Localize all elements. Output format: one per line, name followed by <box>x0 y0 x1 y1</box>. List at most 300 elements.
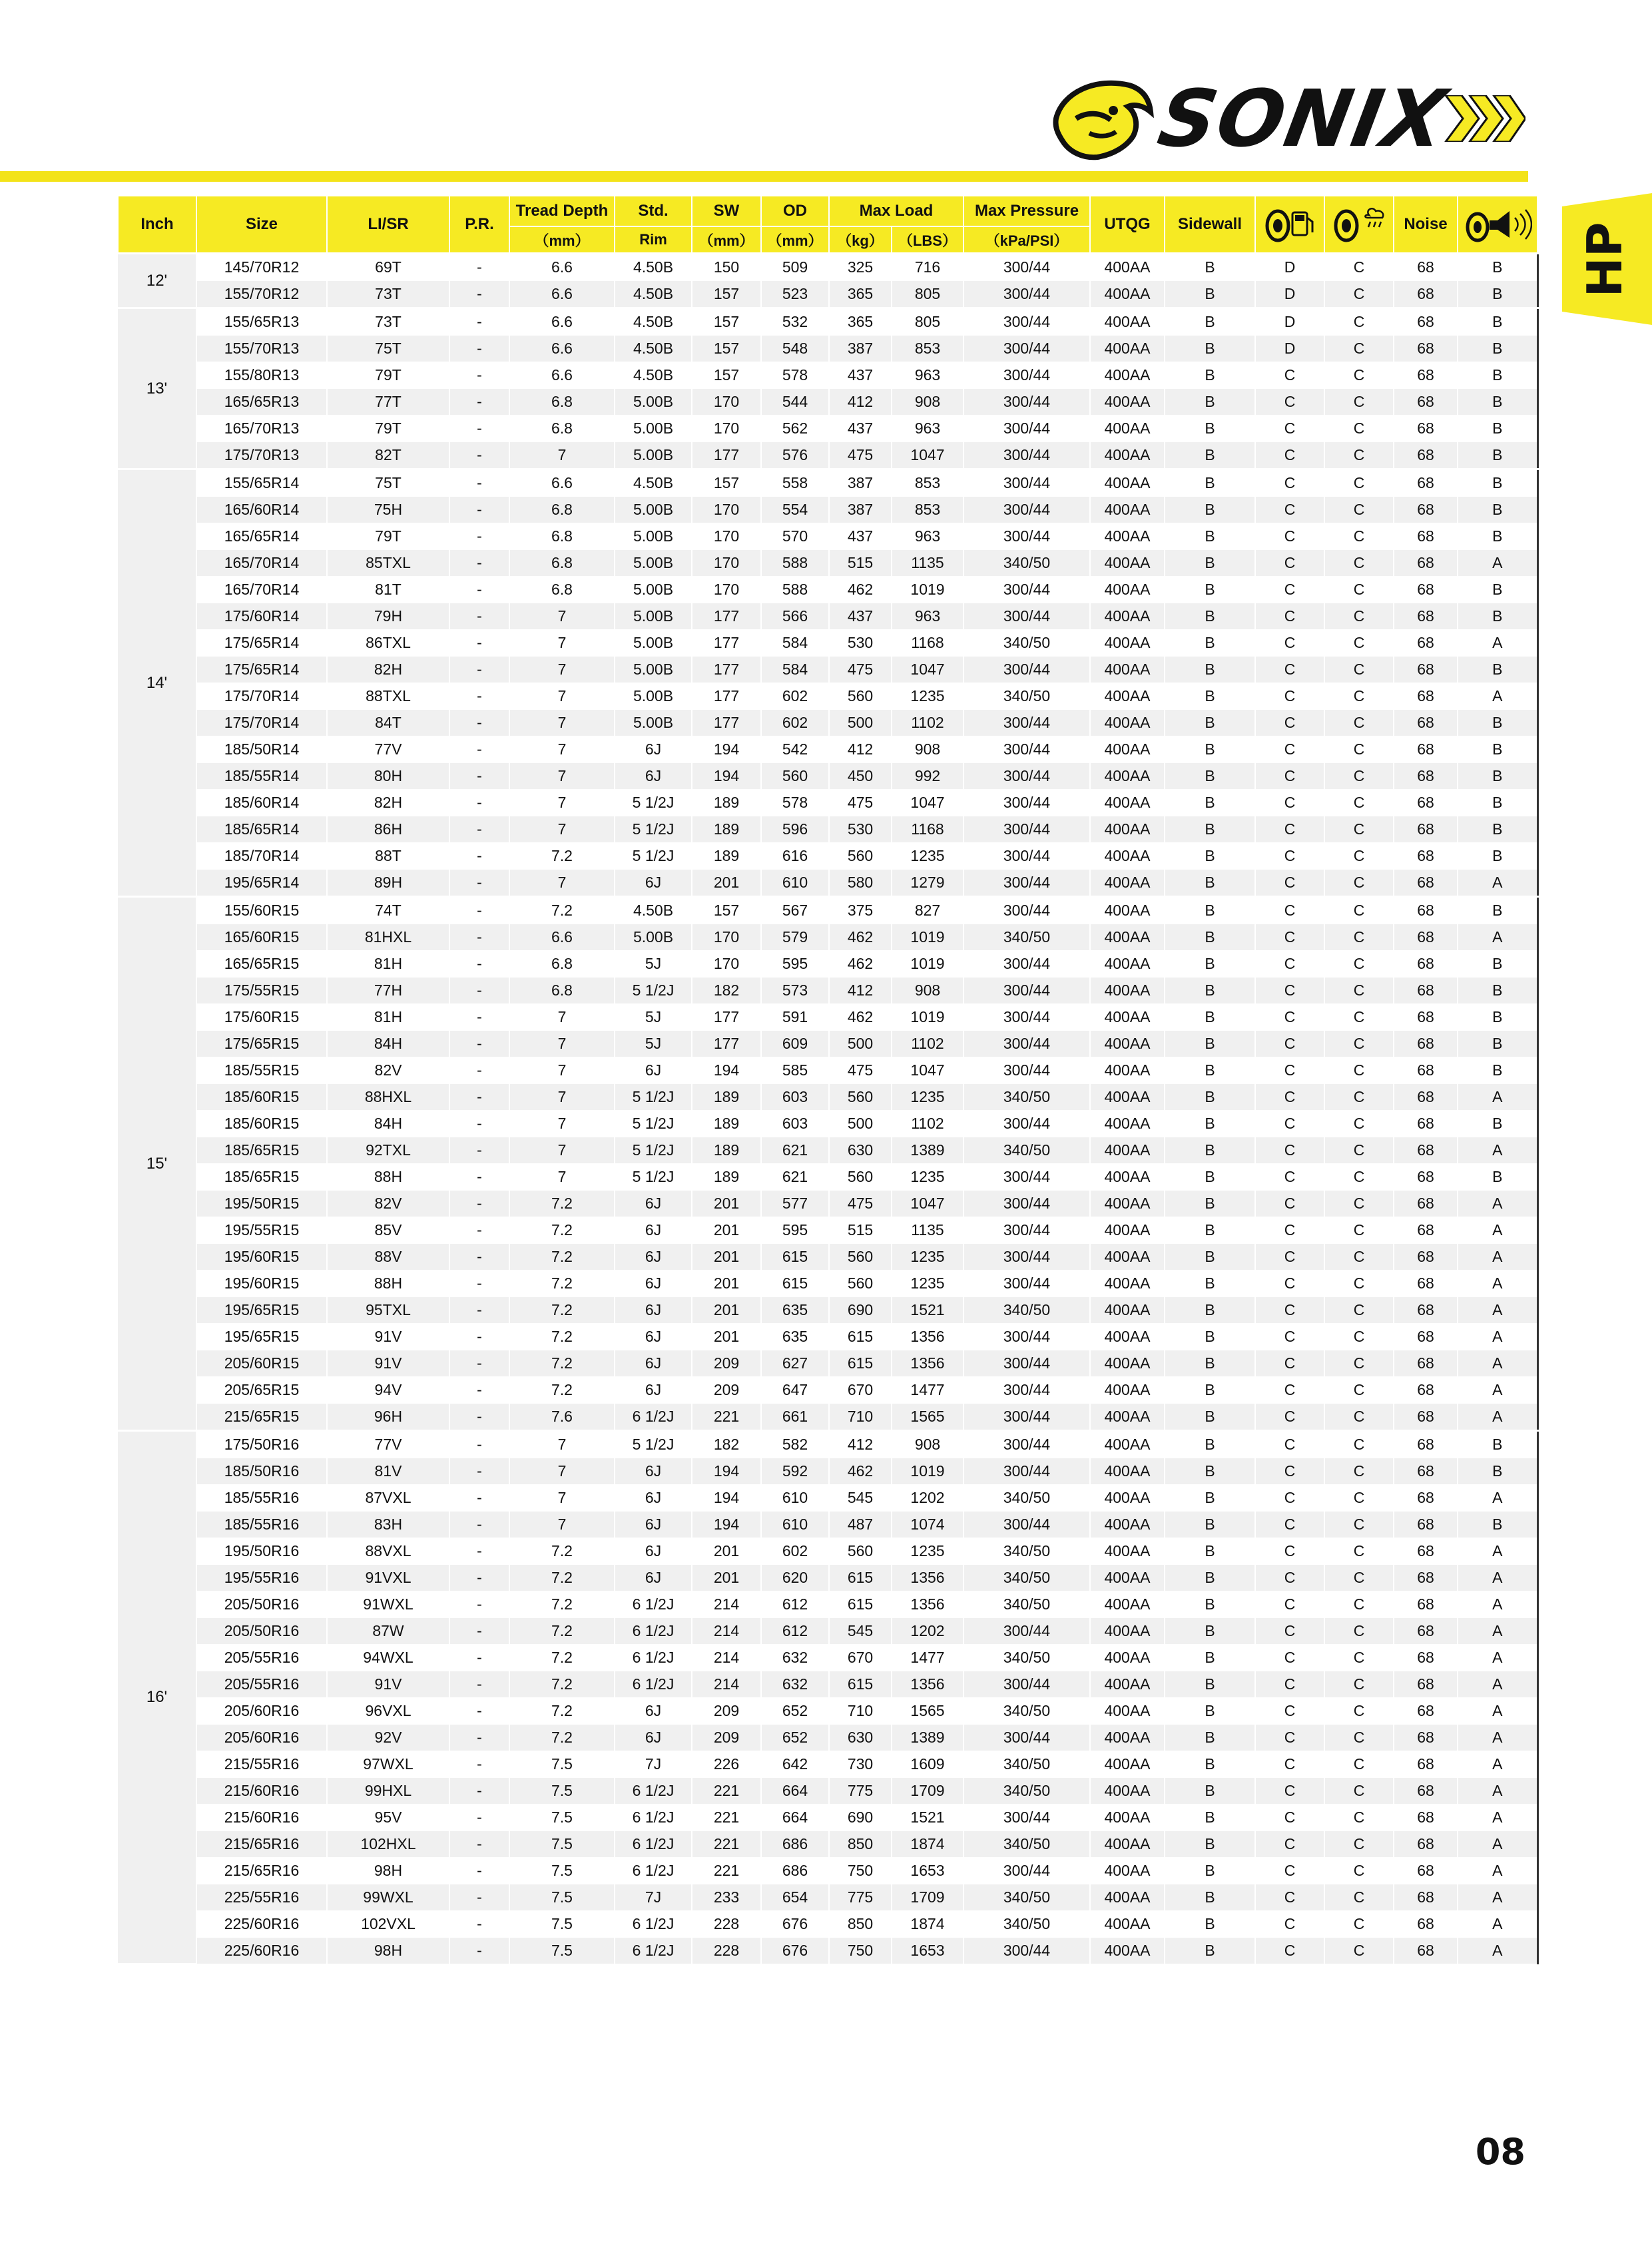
cell-wet-grade: C <box>1324 603 1394 630</box>
cell-noise-class: A <box>1458 1725 1537 1751</box>
cell-od: 621 <box>761 1137 829 1164</box>
cell-tread-depth: 7 <box>509 1004 615 1031</box>
cell-wet-grade: C <box>1324 1618 1394 1645</box>
cell-sidewall: B <box>1165 1938 1255 1964</box>
cell-rim: 5.00B <box>615 550 692 577</box>
cell-sidewall: B <box>1165 1031 1255 1057</box>
cell-tread-depth: 7 <box>509 870 615 897</box>
cell-size: 185/55R16 <box>196 1485 327 1512</box>
cell-pr: - <box>449 1938 509 1964</box>
cell-load-lbs: 908 <box>892 736 964 763</box>
cell-load-lbs: 1521 <box>892 1805 964 1831</box>
cell-sidewall: B <box>1165 1698 1255 1725</box>
cell-od: 603 <box>761 1111 829 1137</box>
cell-noise-db: 68 <box>1394 1031 1458 1057</box>
cell-fuel-grade: C <box>1255 1404 1324 1431</box>
cell-noise-db: 68 <box>1394 1618 1458 1645</box>
cell-sidewall: B <box>1165 1137 1255 1164</box>
cell-fuel-grade: C <box>1255 550 1324 577</box>
cell-size: 165/60R14 <box>196 497 327 523</box>
cell-load-lbs: 1389 <box>892 1137 964 1164</box>
cell-load-kg: 462 <box>829 577 892 603</box>
cell-utqg: 400AA <box>1090 1350 1165 1377</box>
table-row <box>118 736 1537 763</box>
cell-fuel-grade: C <box>1255 1565 1324 1591</box>
inch-group-cell: 15' <box>118 897 196 1431</box>
cell-fuel-grade: C <box>1255 897 1324 924</box>
cell-max-pressure: 340/50 <box>964 1831 1090 1858</box>
table-row <box>118 710 1537 736</box>
cell-sidewall: B <box>1165 1671 1255 1698</box>
cell-noise-db: 68 <box>1394 1404 1458 1431</box>
table-row <box>118 1350 1537 1377</box>
cell-tread-depth: 6.8 <box>509 951 615 978</box>
cell-wet-grade: C <box>1324 1377 1394 1404</box>
cell-utqg: 400AA <box>1090 1911 1165 1938</box>
cell-wet-grade: C <box>1324 336 1394 362</box>
cell-wet-grade: C <box>1324 1698 1394 1725</box>
cell-wet-grade: C <box>1324 389 1394 416</box>
cell-wet-grade: C <box>1324 870 1394 897</box>
cell-sw: 177 <box>692 603 761 630</box>
cell-size: 185/65R15 <box>196 1137 327 1164</box>
cell-size: 175/60R14 <box>196 603 327 630</box>
cell-od: 676 <box>761 1911 829 1938</box>
cell-load-lbs: 1235 <box>892 1244 964 1270</box>
cell-max-pressure: 300/44 <box>964 1458 1090 1485</box>
cell-noise-db: 68 <box>1394 1377 1458 1404</box>
cell-li-sr: 88T <box>327 843 449 870</box>
cell-li-sr: 77H <box>327 978 449 1004</box>
cell-sidewall: B <box>1165 1805 1255 1831</box>
cell-sidewall: B <box>1165 1111 1255 1137</box>
cell-od: 632 <box>761 1645 829 1671</box>
cell-sw: 194 <box>692 1458 761 1485</box>
cell-load-kg: 500 <box>829 1111 892 1137</box>
cell-wet-grade: C <box>1324 1164 1394 1191</box>
cell-max-pressure: 300/44 <box>964 1350 1090 1377</box>
cell-noise-class: A <box>1458 1698 1537 1725</box>
cell-utqg: 400AA <box>1090 790 1165 816</box>
cell-li-sr: 91V <box>327 1671 449 1698</box>
cell-sidewall: B <box>1165 254 1255 281</box>
cell-max-pressure: 300/44 <box>964 1111 1090 1137</box>
cell-load-kg: 437 <box>829 603 892 630</box>
cell-rim: 6J <box>615 1270 692 1297</box>
cell-sw: 157 <box>692 897 761 924</box>
cell-od: 579 <box>761 924 829 951</box>
cell-tread-depth: 7 <box>509 683 615 710</box>
cell-tread-depth: 7.5 <box>509 1805 615 1831</box>
cell-od: 603 <box>761 1084 829 1111</box>
cell-sidewall: B <box>1165 1458 1255 1485</box>
cell-wet-grade: C <box>1324 497 1394 523</box>
cell-utqg: 400AA <box>1090 1031 1165 1057</box>
col-pr: P.R. <box>449 196 509 254</box>
cell-noise-class: A <box>1458 683 1537 710</box>
cell-sw: 221 <box>692 1831 761 1858</box>
cell-size: 185/50R16 <box>196 1458 327 1485</box>
cell-pr: - <box>449 736 509 763</box>
cell-tread-depth: 7.5 <box>509 1831 615 1858</box>
cell-noise-class: B <box>1458 308 1537 336</box>
table-row <box>118 843 1537 870</box>
cell-noise-db: 68 <box>1394 1324 1458 1350</box>
cell-noise-db: 68 <box>1394 389 1458 416</box>
cell-wet-grade: C <box>1324 843 1394 870</box>
cell-wet-grade: C <box>1324 1565 1394 1591</box>
cell-tread-depth: 7.2 <box>509 1725 615 1751</box>
table-row <box>118 1911 1537 1938</box>
cell-utqg: 400AA <box>1090 1538 1165 1565</box>
cell-utqg: 400AA <box>1090 1164 1165 1191</box>
cell-noise-db: 68 <box>1394 1458 1458 1485</box>
cell-od: 523 <box>761 281 829 308</box>
cell-wet-grade: C <box>1324 523 1394 550</box>
cell-noise-class: A <box>1458 1618 1537 1645</box>
cell-od: 544 <box>761 389 829 416</box>
col-max-pressure: Max Pressure <box>964 196 1090 226</box>
cell-utqg: 400AA <box>1090 1858 1165 1884</box>
cell-load-kg: 462 <box>829 951 892 978</box>
cell-pr: - <box>449 1431 509 1458</box>
cell-sw: 170 <box>692 924 761 951</box>
cell-load-kg: 325 <box>829 254 892 281</box>
cell-utqg: 400AA <box>1090 416 1165 442</box>
cell-load-lbs: 1565 <box>892 1698 964 1725</box>
cell-sw: 221 <box>692 1858 761 1884</box>
cell-wet-grade: C <box>1324 1191 1394 1217</box>
cell-load-lbs: 1565 <box>892 1404 964 1431</box>
cell-size: 175/70R14 <box>196 710 327 736</box>
cell-utqg: 400AA <box>1090 763 1165 790</box>
cell-utqg: 400AA <box>1090 1485 1165 1512</box>
cell-rim: 5 1/2J <box>615 843 692 870</box>
cell-rim: 6J <box>615 1485 692 1512</box>
cell-tread-depth: 7 <box>509 442 615 469</box>
table-row <box>118 469 1537 497</box>
col-size: Size <box>196 196 327 254</box>
cell-rim: 4.50B <box>615 469 692 497</box>
cell-max-pressure: 340/50 <box>964 1751 1090 1778</box>
cell-wet-grade: C <box>1324 763 1394 790</box>
cell-sidewall: B <box>1165 1297 1255 1324</box>
table-row <box>118 1404 1537 1431</box>
cell-size: 185/60R15 <box>196 1084 327 1111</box>
cell-utqg: 400AA <box>1090 1217 1165 1244</box>
cell-load-lbs: 1235 <box>892 683 964 710</box>
cell-load-lbs: 1019 <box>892 577 964 603</box>
cell-noise-class: A <box>1458 1217 1537 1244</box>
cell-li-sr: 95V <box>327 1805 449 1831</box>
cell-li-sr: 81T <box>327 577 449 603</box>
cell-size: 205/60R15 <box>196 1350 327 1377</box>
cell-sw: 209 <box>692 1350 761 1377</box>
cell-utqg: 400AA <box>1090 1698 1165 1725</box>
cell-rim: 6 1/2J <box>615 1938 692 1964</box>
cell-noise-db: 68 <box>1394 254 1458 281</box>
table-row <box>118 763 1537 790</box>
cell-noise-db: 68 <box>1394 1671 1458 1698</box>
cell-od: 602 <box>761 683 829 710</box>
cell-li-sr: 99WXL <box>327 1884 449 1911</box>
cell-od: 642 <box>761 1751 829 1778</box>
cell-sw: 194 <box>692 1512 761 1538</box>
cell-max-pressure: 340/50 <box>964 1645 1090 1671</box>
cell-sw: 157 <box>692 336 761 362</box>
cell-rim: 6 1/2J <box>615 1805 692 1831</box>
cell-max-pressure: 300/44 <box>964 736 1090 763</box>
cell-sidewall: B <box>1165 1831 1255 1858</box>
cell-rim: 6J <box>615 1512 692 1538</box>
cell-tread-depth: 7.2 <box>509 1191 615 1217</box>
cell-noise-class: A <box>1458 1244 1537 1270</box>
cell-li-sr: 96VXL <box>327 1698 449 1725</box>
cell-load-kg: 365 <box>829 308 892 336</box>
cell-utqg: 400AA <box>1090 1270 1165 1297</box>
cell-max-pressure: 340/50 <box>964 1565 1090 1591</box>
cell-pr: - <box>449 1350 509 1377</box>
cell-od: 554 <box>761 497 829 523</box>
cell-load-lbs: 1709 <box>892 1884 964 1911</box>
cell-pr: - <box>449 389 509 416</box>
cell-wet-grade: C <box>1324 1084 1394 1111</box>
cell-noise-db: 68 <box>1394 924 1458 951</box>
cell-utqg: 400AA <box>1090 1057 1165 1084</box>
cell-pr: - <box>449 1244 509 1270</box>
cell-sw: 201 <box>692 1538 761 1565</box>
table-row <box>118 1458 1537 1485</box>
cell-fuel-grade: C <box>1255 1805 1324 1831</box>
cell-size: 195/65R14 <box>196 870 327 897</box>
cell-od: 654 <box>761 1884 829 1911</box>
cell-utqg: 400AA <box>1090 308 1165 336</box>
cell-load-lbs: 1235 <box>892 1270 964 1297</box>
fuel-efficiency-icon <box>1255 196 1324 254</box>
cell-fuel-grade: C <box>1255 1324 1324 1350</box>
cell-utqg: 400AA <box>1090 1244 1165 1270</box>
cell-li-sr: 96H <box>327 1404 449 1431</box>
cell-tread-depth: 7 <box>509 1084 615 1111</box>
cell-utqg: 400AA <box>1090 1805 1165 1831</box>
cell-rim: 6 1/2J <box>615 1778 692 1805</box>
cell-wet-grade: C <box>1324 1350 1394 1377</box>
cell-size: 205/55R16 <box>196 1645 327 1671</box>
cell-pr: - <box>449 1831 509 1858</box>
cell-sw: 189 <box>692 1164 761 1191</box>
cell-rim: 6 1/2J <box>615 1618 692 1645</box>
cell-load-lbs: 716 <box>892 254 964 281</box>
cell-size: 205/60R16 <box>196 1725 327 1751</box>
cell-fuel-grade: C <box>1255 1698 1324 1725</box>
cell-sidewall: B <box>1165 1431 1255 1458</box>
table-row <box>118 1057 1537 1084</box>
cell-sidewall: B <box>1165 736 1255 763</box>
col-rim: Rim <box>615 226 692 254</box>
category-tab-label: HP <box>1577 222 1633 298</box>
table-row <box>118 336 1537 362</box>
cell-tread-depth: 7.2 <box>509 1538 615 1565</box>
cell-sidewall: B <box>1165 1725 1255 1751</box>
cell-pr: - <box>449 416 509 442</box>
cell-size: 185/50R14 <box>196 736 327 763</box>
table-row <box>118 1191 1537 1217</box>
cell-noise-class: B <box>1458 389 1537 416</box>
cell-rim: 6J <box>615 1565 692 1591</box>
cell-load-lbs: 1102 <box>892 1031 964 1057</box>
cell-fuel-grade: C <box>1255 1191 1324 1217</box>
cell-wet-grade: C <box>1324 1485 1394 1512</box>
cell-load-lbs: 1047 <box>892 790 964 816</box>
cell-max-pressure: 340/50 <box>964 924 1090 951</box>
cell-sidewall: B <box>1165 603 1255 630</box>
cell-tread-depth: 7.2 <box>509 1297 615 1324</box>
cell-sidewall: B <box>1165 497 1255 523</box>
cell-size: 155/70R12 <box>196 281 327 308</box>
cell-sw: 214 <box>692 1671 761 1698</box>
cell-pr: - <box>449 1751 509 1778</box>
cell-size: 145/70R12 <box>196 254 327 281</box>
cell-load-lbs: 963 <box>892 523 964 550</box>
col-max-load: Max Load <box>829 196 964 226</box>
table-row <box>118 281 1537 308</box>
cell-pr: - <box>449 1164 509 1191</box>
cell-size: 165/70R14 <box>196 550 327 577</box>
cell-utqg: 400AA <box>1090 1137 1165 1164</box>
cell-load-kg: 615 <box>829 1350 892 1377</box>
cell-load-lbs: 1653 <box>892 1938 964 1964</box>
cell-noise-class: A <box>1458 1084 1537 1111</box>
col-std: Std. <box>615 196 692 226</box>
cell-sidewall: B <box>1165 710 1255 736</box>
cell-pr: - <box>449 1512 509 1538</box>
cell-pr: - <box>449 497 509 523</box>
cell-od: 602 <box>761 1538 829 1565</box>
cell-wet-grade: C <box>1324 1671 1394 1698</box>
cell-sidewall: B <box>1165 870 1255 897</box>
cell-wet-grade: C <box>1324 1884 1394 1911</box>
cell-load-lbs: 1279 <box>892 870 964 897</box>
cell-noise-class: B <box>1458 1111 1537 1137</box>
cell-wet-grade: C <box>1324 978 1394 1004</box>
cell-load-kg: 560 <box>829 1538 892 1565</box>
cell-li-sr: 82T <box>327 442 449 469</box>
cell-load-kg: 515 <box>829 550 892 577</box>
cell-pr: - <box>449 630 509 657</box>
cell-sw: 201 <box>692 1270 761 1297</box>
cell-li-sr: 75T <box>327 469 449 497</box>
table-row <box>118 1591 1537 1618</box>
cell-fuel-grade: C <box>1255 630 1324 657</box>
cell-sidewall: B <box>1165 924 1255 951</box>
cell-li-sr: 86TXL <box>327 630 449 657</box>
cell-load-lbs: 805 <box>892 308 964 336</box>
cell-size: 205/60R16 <box>196 1698 327 1725</box>
cell-sidewall: B <box>1165 1404 1255 1431</box>
cell-load-lbs: 908 <box>892 978 964 1004</box>
cell-od: 632 <box>761 1671 829 1698</box>
cell-utqg: 400AA <box>1090 1458 1165 1485</box>
cell-sw: 194 <box>692 763 761 790</box>
cell-pr: - <box>449 897 509 924</box>
cell-size: 185/55R14 <box>196 763 327 790</box>
cell-fuel-grade: C <box>1255 469 1324 497</box>
cell-size: 175/70R14 <box>196 683 327 710</box>
cell-rim: 5.00B <box>615 924 692 951</box>
cell-noise-class: A <box>1458 1137 1537 1164</box>
cell-wet-grade: C <box>1324 1217 1394 1244</box>
cell-pr: - <box>449 1858 509 1884</box>
cell-utqg: 400AA <box>1090 1431 1165 1458</box>
cell-li-sr: 82H <box>327 790 449 816</box>
cell-noise-class: B <box>1458 523 1537 550</box>
cell-wet-grade: C <box>1324 1938 1394 1964</box>
cell-li-sr: 81H <box>327 1004 449 1031</box>
cell-fuel-grade: C <box>1255 1111 1324 1137</box>
cell-wet-grade: C <box>1324 683 1394 710</box>
cell-load-lbs: 1047 <box>892 1191 964 1217</box>
cell-li-sr: 84H <box>327 1111 449 1137</box>
cell-li-sr: 81H <box>327 951 449 978</box>
cell-noise-class: A <box>1458 1751 1537 1778</box>
cell-tread-depth: 6.8 <box>509 389 615 416</box>
cell-fuel-grade: C <box>1255 1538 1324 1565</box>
cell-load-lbs: 1521 <box>892 1297 964 1324</box>
cell-od: 620 <box>761 1565 829 1591</box>
table-row <box>118 497 1537 523</box>
cell-load-lbs: 1202 <box>892 1618 964 1645</box>
cell-li-sr: 94WXL <box>327 1645 449 1671</box>
cell-sidewall: B <box>1165 1324 1255 1350</box>
cell-load-lbs: 827 <box>892 897 964 924</box>
cell-pr: - <box>449 1618 509 1645</box>
cell-size: 185/60R15 <box>196 1111 327 1137</box>
cell-load-kg: 462 <box>829 1004 892 1031</box>
cell-sw: 170 <box>692 951 761 978</box>
cell-max-pressure: 300/44 <box>964 1324 1090 1350</box>
cell-noise-class: A <box>1458 1591 1537 1618</box>
cell-pr: - <box>449 790 509 816</box>
cell-utqg: 400AA <box>1090 816 1165 843</box>
cell-li-sr: 85V <box>327 1217 449 1244</box>
cell-size: 195/65R15 <box>196 1297 327 1324</box>
cell-load-kg: 690 <box>829 1297 892 1324</box>
cell-li-sr: 102VXL <box>327 1911 449 1938</box>
cell-max-pressure: 300/44 <box>964 1618 1090 1645</box>
cell-size: 165/70R14 <box>196 577 327 603</box>
cell-pr: - <box>449 1778 509 1805</box>
cell-od: 635 <box>761 1297 829 1324</box>
cell-utqg: 400AA <box>1090 897 1165 924</box>
cell-load-lbs: 1019 <box>892 951 964 978</box>
cell-sidewall: B <box>1165 1057 1255 1084</box>
col-sidewall: Sidewall <box>1165 196 1255 254</box>
cell-li-sr: 82V <box>327 1057 449 1084</box>
cell-load-kg: 387 <box>829 497 892 523</box>
cell-load-lbs: 1356 <box>892 1565 964 1591</box>
cell-noise-class: B <box>1458 1004 1537 1031</box>
cell-size: 175/65R14 <box>196 657 327 683</box>
cell-load-lbs: 1102 <box>892 1111 964 1137</box>
cell-fuel-grade: C <box>1255 1137 1324 1164</box>
cell-size: 195/50R16 <box>196 1538 327 1565</box>
table-row <box>118 550 1537 577</box>
cell-sidewall: B <box>1165 1004 1255 1031</box>
cell-rim: 7J <box>615 1884 692 1911</box>
cell-li-sr: 94V <box>327 1377 449 1404</box>
cell-noise-db: 68 <box>1394 1831 1458 1858</box>
table-row <box>118 1512 1537 1538</box>
